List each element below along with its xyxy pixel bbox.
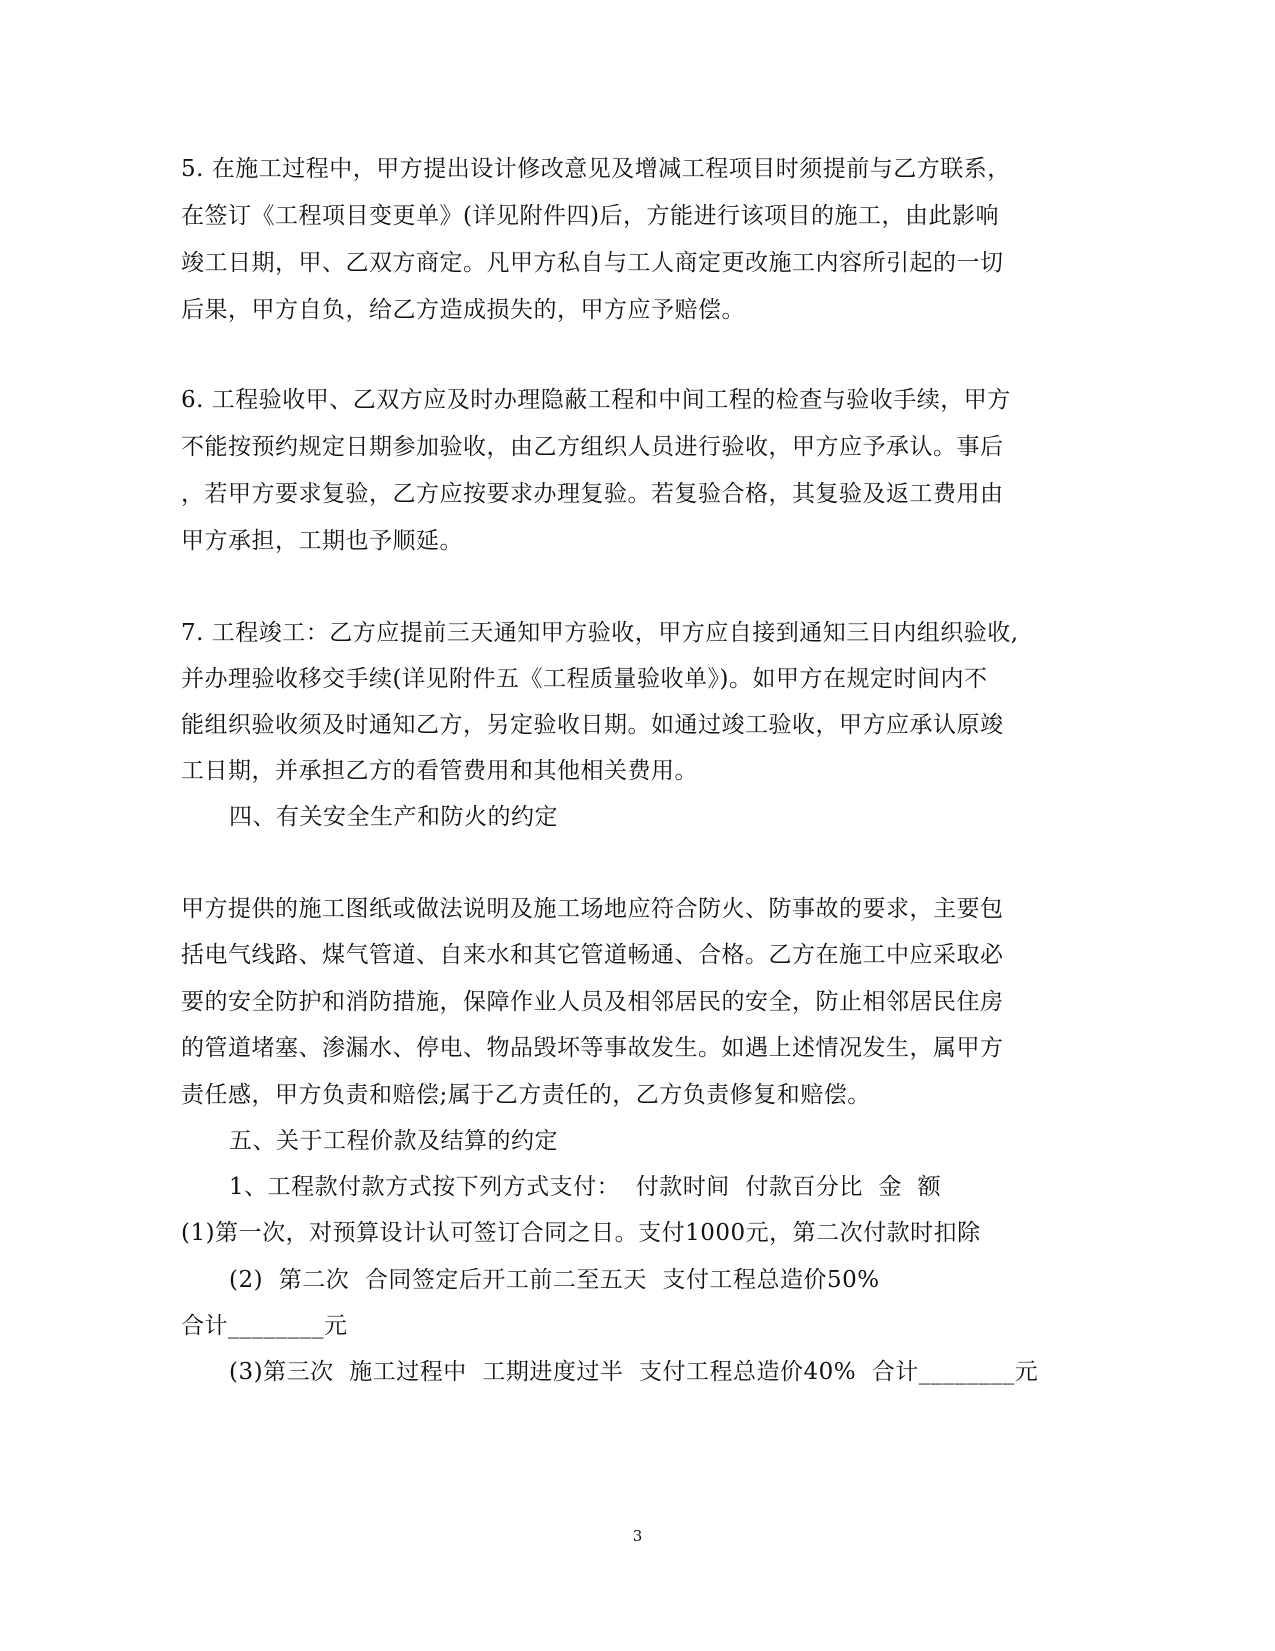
payment-first-line: (1)第一次，对预算设计认可签订合同之日。支付1000元，第二次付款时扣除: [181, 1220, 981, 1246]
paragraph-6-line-2: 不能按预约规定日期参加验收，由乙方组织人员进行验收，甲方应予承认。事后: [181, 434, 1004, 460]
safety-paragraph-line-3: 要的安全防护和消防措施，保障作业人员及相邻居民的安全，防止相邻居民住房: [181, 989, 1004, 1015]
section-heading-payment: 五、关于工程价款及结算的约定: [229, 1128, 558, 1154]
payment-third-line: (3)第三次 施工过程中 工期进度过半 支付工程总造价40% 合计________元: [229, 1359, 1039, 1385]
safety-paragraph-line-2: 括电气线路、煤气管道、自来水和其它管道畅通、合格。乙方在施工中应采取必: [181, 942, 1004, 968]
paragraph-6-line-1: 6. 工程验收甲、乙双方应及时办理隐蔽工程和中间工程的检查与验收手续，甲方: [181, 387, 1011, 413]
page-number: 3: [632, 1527, 643, 1545]
safety-paragraph-line-4: 的管道堵塞、渗漏水、停电、物品毁坏等事故发生。如遇上述情况发生，属甲方: [181, 1035, 1004, 1061]
paragraph-7-line-4: 工日期，并承担乙方的看管费用和其他相关费用。: [181, 758, 698, 784]
safety-paragraph-line-5: 责任感，甲方负责和赔偿;属于乙方责任的，乙方负责修复和赔偿。: [181, 1082, 871, 1108]
paragraph-6-line-4: 甲方承担，工期也予顺延。: [181, 528, 463, 554]
safety-paragraph-line-1: 甲方提供的施工图纸或做法说明及施工场地应符合防火、防事故的要求，主要包: [181, 896, 1004, 922]
paragraph-7-line-2: 并办理验收移交手续(详见附件五《工程质量验收单》)。如甲方在规定时间内不: [181, 666, 988, 692]
paragraph-5-line-3: 竣工日期，甲、乙双方商定。凡甲方私自与工人商定更改施工内容所引起的一切: [181, 250, 1004, 276]
payment-second-total-line: 合计________元: [181, 1313, 348, 1339]
paragraph-5-line-1: 5. 在施工过程中，甲方提出设计修改意见及增减工程项目时须提前与乙方联系，: [181, 156, 1011, 182]
paragraph-5-line-2: 在签订《工程项目变更单》(详见附件四)后，方能进行该项目的施工，由此影响: [181, 203, 999, 229]
section-heading-safety: 四、有关安全生产和防火的约定: [229, 804, 558, 830]
paragraph-7-line-1: 7. 工程竣工：乙方应提前三天通知甲方验收，甲方应自接到通知三日内组织验收,: [181, 620, 1019, 646]
paragraph-6-line-3: ，若甲方要求复验，乙方应按要求办理复验。若复验合格，其复验及返工费用由: [181, 481, 1004, 507]
payment-method-line: 1、工程款付款方式按下列方式支付： 付款时间 付款百分比 金 额: [229, 1174, 942, 1200]
paragraph-5-line-4: 后果，甲方自负，给乙方造成损失的，甲方应予赔偿。: [181, 297, 745, 323]
payment-second-line: (2) 第二次 合同签定后开工前二至五天 支付工程总造价50%: [229, 1267, 880, 1293]
paragraph-7-line-3: 能组织验收须及时通知乙方，另定验收日期。如通过竣工验收，甲方应承认原竣: [181, 712, 1004, 738]
